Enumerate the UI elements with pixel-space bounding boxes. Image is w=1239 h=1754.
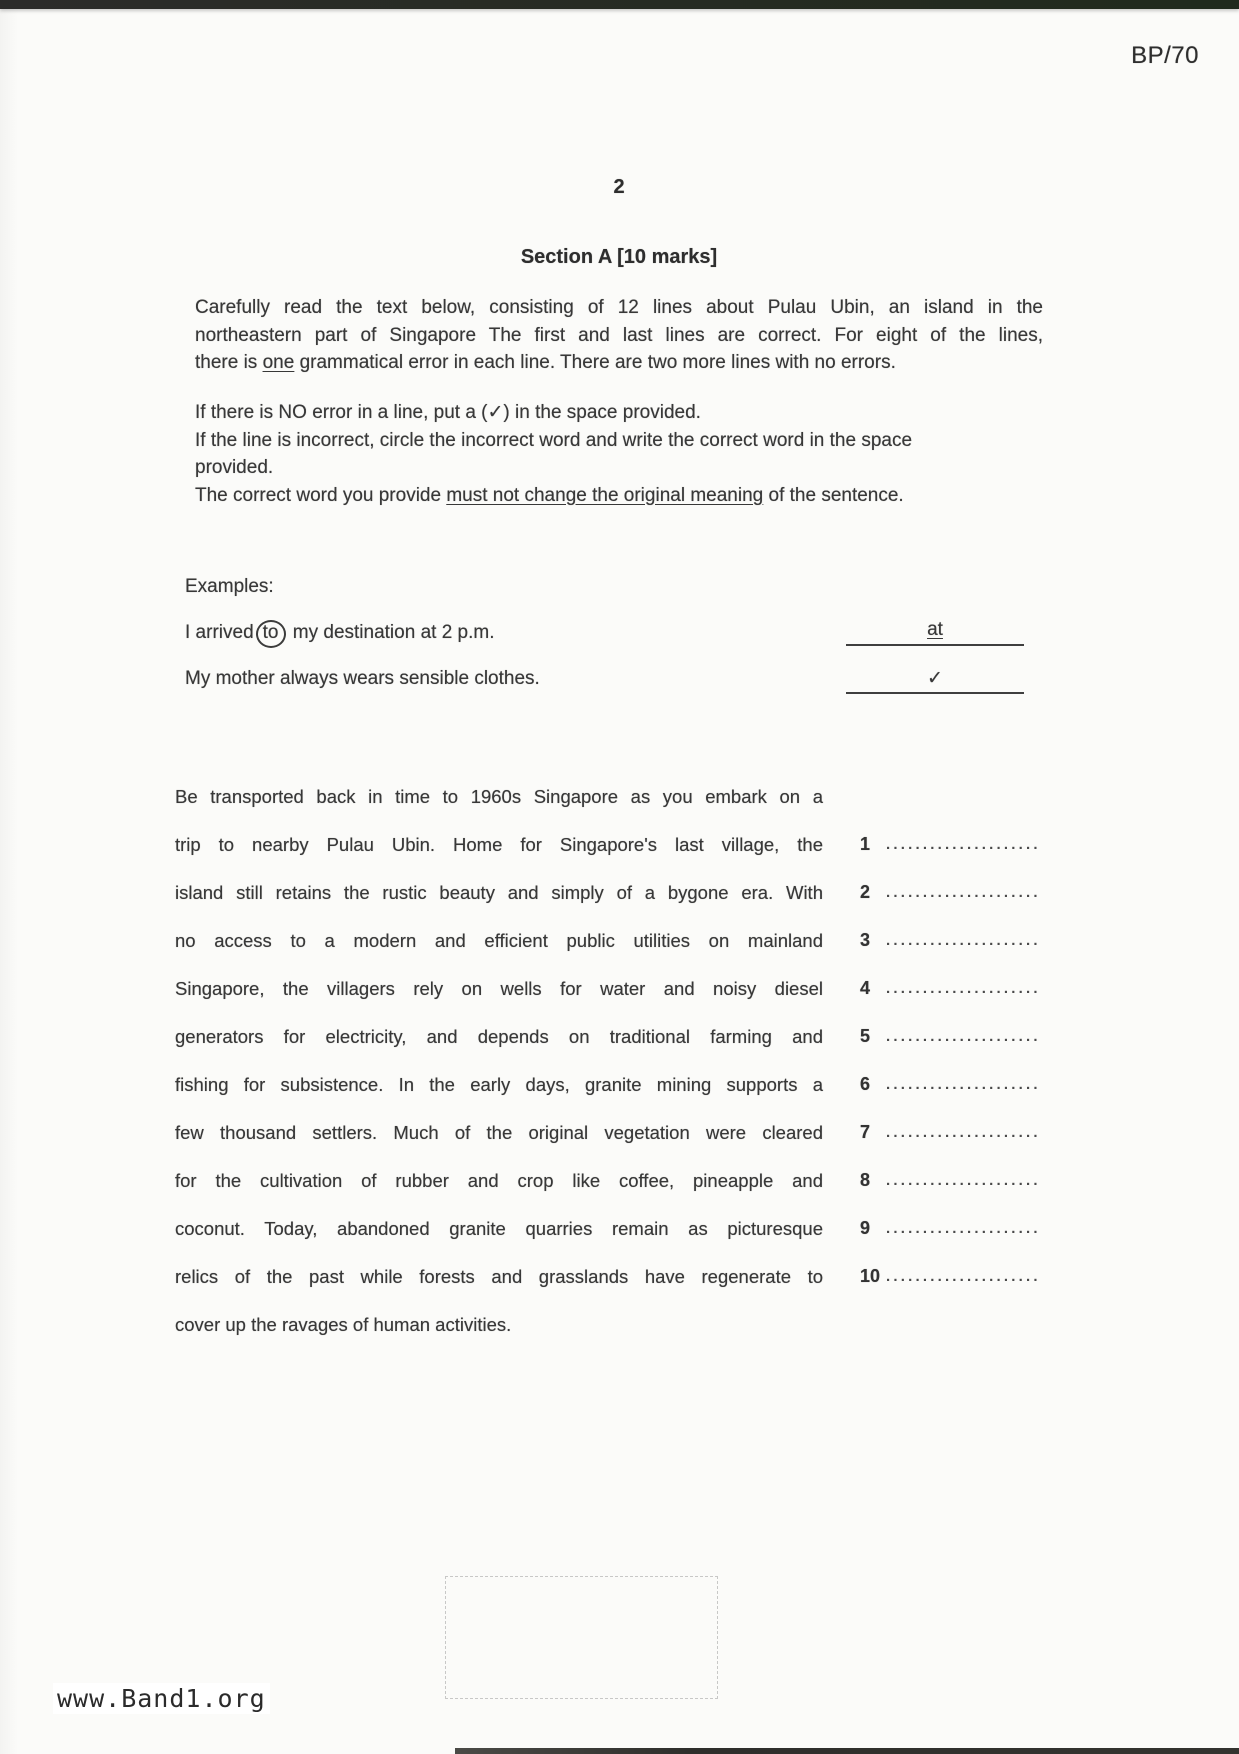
passage-line-text: coconut. Today, abandoned granite quarries remain as picturesque bbox=[175, 1218, 823, 1239]
scan-bottom-edge-artifact bbox=[455, 1748, 1239, 1754]
passage-line bbox=[0, 1122, 1239, 1150]
passage-line bbox=[0, 1314, 1239, 1342]
line-text: northeastern part of Singapore The first and last lines are correct. For eight of the lines, bbox=[195, 324, 1043, 346]
underlined-text: one bbox=[262, 352, 295, 373]
passage-line-text: cover up the ravages of human activities. bbox=[175, 1314, 512, 1335]
example-row bbox=[0, 668, 1239, 698]
line-number: 10 bbox=[860, 1266, 881, 1286]
section-title: Section A [10 marks] bbox=[520, 246, 718, 268]
line-number: 7 bbox=[860, 1122, 871, 1142]
answer-slot bbox=[860, 930, 1041, 951]
text-line bbox=[195, 454, 1067, 482]
passage-line bbox=[0, 978, 1239, 1006]
intro-paragraph bbox=[195, 294, 1043, 377]
passage-line bbox=[0, 1218, 1239, 1246]
line-text: Carefully read the text below, consisting of 12 lines about Pulau Ubin, an island in the bbox=[195, 297, 1043, 318]
passage-line bbox=[0, 1266, 1239, 1294]
page-number: 2 bbox=[613, 176, 625, 198]
passage-line-text: few thousand settlers. Much of the original vegetation were cleared bbox=[175, 1122, 823, 1143]
passage-line-text: island still retains the rustic beauty and simply of a bygone era. With bbox=[175, 882, 823, 903]
passage-line-text: for the cultivation of rubber and crop like coffee, pineapple and bbox=[175, 1170, 823, 1191]
watermark-url: www.Band1.org bbox=[53, 1683, 270, 1714]
answer-slot bbox=[860, 1218, 1041, 1239]
example-sentence: I arrived to my destination at 2 p.m. bbox=[185, 620, 495, 648]
examples-heading: Examples: bbox=[185, 576, 274, 597]
line-text: If the line is incorrect, circle the incorrect word and write the correct word in the space bbox=[195, 429, 913, 451]
dotted-answer-line: ..................... bbox=[886, 836, 1041, 853]
dotted-answer-line: ..................... bbox=[886, 932, 1041, 949]
answer-slot bbox=[860, 1266, 1041, 1287]
instructions-paragraph bbox=[195, 399, 1067, 509]
text-line bbox=[195, 349, 1043, 377]
passage-line-text: no access to a modern and efficient public utilities on mainland bbox=[175, 930, 823, 951]
underlined-text: must not change the original meaning bbox=[446, 484, 764, 506]
text-line bbox=[195, 399, 1067, 427]
line-text: The correct word you provide bbox=[195, 484, 447, 506]
line-number: 5 bbox=[860, 1026, 871, 1046]
example-sentence: My mother always wears sensible clothes. bbox=[185, 668, 540, 689]
dotted-answer-line: ..................... bbox=[886, 1268, 1041, 1285]
passage-line-text: generators for electricity, and depends on traditional farming and bbox=[175, 1026, 823, 1047]
answer-slot bbox=[860, 882, 1041, 903]
dotted-answer-line: ..................... bbox=[886, 980, 1041, 997]
answer-slot bbox=[860, 1026, 1041, 1047]
line-text-after: grammatical error in each line. There are two more lines with no errors. bbox=[294, 352, 896, 373]
passage-line-text: relics of the past while forests and grasslands have regenerate to bbox=[175, 1266, 823, 1287]
example-answer: ✓ bbox=[927, 668, 943, 689]
dotted-answer-line: ..................... bbox=[886, 1076, 1041, 1093]
line-text: there is bbox=[195, 352, 263, 373]
line-number: 4 bbox=[860, 978, 871, 998]
passage-line bbox=[0, 882, 1239, 910]
example-answer-blank bbox=[846, 619, 1024, 646]
passage-line bbox=[0, 1026, 1239, 1054]
example-answer-blank bbox=[846, 667, 1024, 694]
line-number: 3 bbox=[860, 930, 871, 950]
passage-line bbox=[0, 834, 1239, 862]
line-text: If there is NO error in a line, put a (✓) in the space provided. bbox=[195, 402, 701, 423]
dotted-answer-line: ..................... bbox=[886, 1172, 1041, 1189]
example-answer: at bbox=[927, 619, 943, 640]
passage-line bbox=[0, 1074, 1239, 1102]
dotted-answer-line: ..................... bbox=[886, 1220, 1041, 1237]
answer-slot bbox=[860, 978, 1041, 999]
text-line bbox=[195, 294, 1043, 322]
line-number: 2 bbox=[860, 882, 871, 902]
answer-slot bbox=[860, 834, 1041, 855]
line-number: 1 bbox=[860, 834, 871, 854]
scan-top-edge-artifact bbox=[0, 0, 1239, 9]
text-line bbox=[195, 322, 1043, 350]
line-number: 9 bbox=[860, 1218, 871, 1238]
text-line bbox=[195, 482, 1067, 510]
passage-line-text: Singapore, the villagers rely on wells for water and noisy diesel bbox=[175, 978, 823, 999]
circled-word: to bbox=[256, 620, 286, 648]
passage-line bbox=[0, 786, 1239, 814]
passage-line bbox=[0, 1170, 1239, 1198]
line-number: 8 bbox=[860, 1170, 871, 1190]
text-line bbox=[195, 427, 1067, 455]
dotted-answer-line: ..................... bbox=[886, 1028, 1041, 1045]
passage-line-text: fishing for subsistence. In the early days, granite mining supports a bbox=[175, 1074, 823, 1095]
example-row bbox=[0, 620, 1239, 650]
dotted-answer-line: ..................... bbox=[886, 1124, 1041, 1141]
passage-line-text: trip to nearby Pulau Ubin. Home for Singapore's last village, the bbox=[175, 834, 823, 855]
dotted-answer-line: ..................... bbox=[886, 884, 1041, 901]
passage-line-text: Be transported back in time to 1960s Singapore as you embark on a bbox=[175, 786, 823, 807]
answer-slot bbox=[860, 1170, 1041, 1191]
paper-code: BP/70 bbox=[1131, 42, 1199, 69]
answer-slot bbox=[860, 1122, 1041, 1143]
line-text: provided. bbox=[195, 457, 274, 478]
scan-faint-box-artifact bbox=[445, 1576, 718, 1699]
line-number: 6 bbox=[860, 1074, 871, 1094]
line-text-after: of the sentence. bbox=[763, 484, 904, 506]
answer-slot bbox=[860, 1074, 1041, 1095]
passage-line bbox=[0, 930, 1239, 958]
